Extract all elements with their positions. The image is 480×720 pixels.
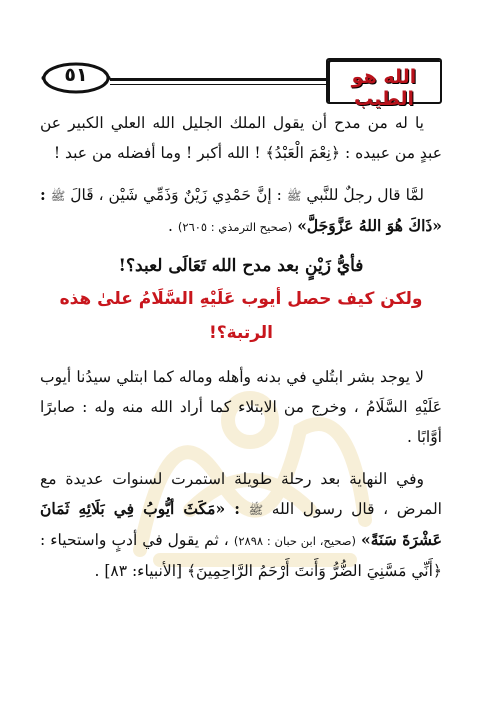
salawat-glyph: ﷺ [50,189,66,203]
paragraph-2-text-a: لمَّا قال رجلٌ للنَّبي [306,186,424,204]
paragraph-4-text-b: ، ثم يقول في أدبٍ واستحياء : ﴿أَنِّي مَسَّنِيَ الضُّرُّ وَأَنتَ أَرْحَمُ الرَّاحِمِينَ﴾ [الأنبياء: ٨٣] . [40,531,442,580]
paragraph-1: يا له من مدح أن يقول الملك الجليل الله العلي الكبير عن عبدٍ من عبيده : ﴿نِعْمَ الْعَبْدُ﴾ ! الله أكبر ! وما أفضله من عبد ! [40,114,442,162]
page-body [40,108,442,586]
header-rule-thin [110,84,332,85]
hadith-quote: : «مَكَثَ أيُّوبُ فِي بَلَائِهِ ثَمَانَ عَشْرَةَ سَنَةً» [40,499,442,549]
paragraph-4 [40,464,442,586]
page-number: ٥١ [64,64,88,86]
paragraph-4-text-a: وفي النهاية بعد رحلة طويلة استمرت لسنوات عديدة مع المرض ، قال رسول الله [40,470,442,518]
page-header [40,58,442,110]
paragraph-2-end: . [168,217,173,235]
header-rule [110,78,332,81]
hadith-source: (صحيح الترمذي : ٢٦٠٥) [177,220,293,234]
salawat-glyph: ﷺ [248,503,264,517]
chapter-title: الله هو الطيب [351,66,417,110]
salawat-glyph: ﷺ [286,189,302,203]
section-heading-red: ولكن كيف حصل أيوب عَلَيْهِ السَّلَامُ علىٰ هذه الرتبة؟! [59,289,423,343]
chapter-title-box [326,58,442,110]
paragraph-2-text-b: : إنَّ حَمْدِي زَيْنٌ وَذَمِّي شَيْن ، قَالَ [70,186,282,204]
section-question: فأيُّ زَيْنٍ بعد مدح الله تَعَالَى لعبد؟! [118,256,364,276]
paragraph-2 [40,180,442,242]
hadith-source: (صحيح، ابن حبان : ٢٨٩٨) [233,534,356,548]
paragraph-3: لا يوجد بشر ابتُلي في بدنه وأهله وماله كما ابتلي سيدُنا أيوب عَلَيْهِ السَّلَامُ ، وخرج من الابتلاء كما أراد الله منه وله : صابرًا أوَّابًا . [40,368,442,446]
hadith-quote: : «ذَاكَ هُوَ اللهُ عَزَّوَجَلَّ» [40,185,442,235]
